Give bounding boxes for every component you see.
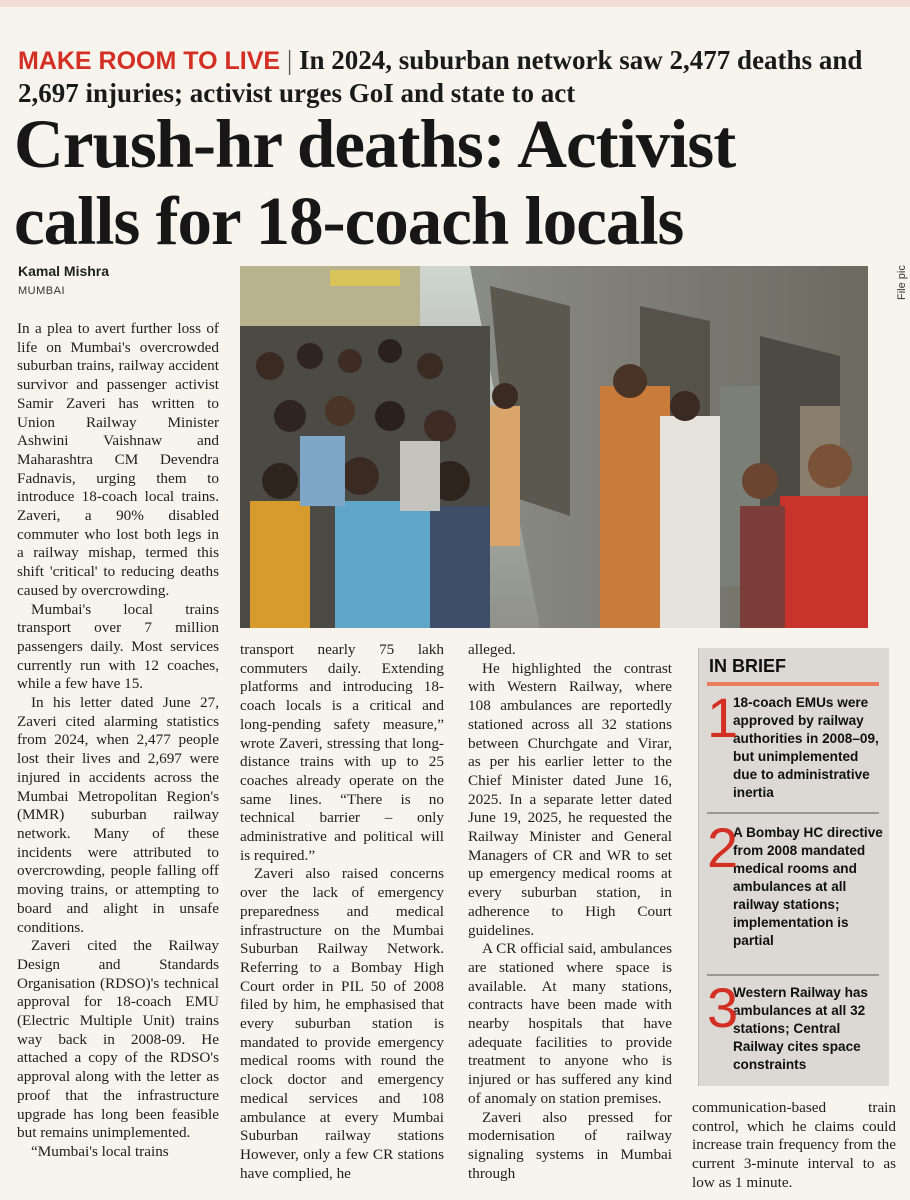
brief-text: A Bombay HC directive from 2008 mandated medical rooms and ambulances at all railway stations; implementation is partial (733, 825, 883, 948)
paragraph: Zaveri also pressed for modernisation of railway signaling systems in Mumbai through (468, 1108, 672, 1182)
paragraph: transport nearly 75 lakh commuters daily. Extending platforms and introducing 18-coach locals is a critical and long-pending safety measure,” wrote Zaveri, stressing that long-distance trains with up to 25 coaches already operate on the same lines. “There is no technical barrier – only administrative and political will is required.” (240, 641, 444, 864)
paragraph: Zaveri also raised concerns over the lack of emergency preparedness and medical infrastructure on the Mumbai Suburban Railway Network. Referring to a Bombay High Court order in PIL 50 of 2008 filed by him, he emphasised that every suburban station is mandated to provide emergency medical rooms with round the clock doctor and emergency medical services and 108 ambulance at every Mumbai Suburban railway stations However, only a few CR stations have complied, he (240, 865, 444, 1182)
brief-number: 2 (707, 816, 739, 879)
article-column-1 (17, 320, 219, 1190)
in-brief-box (698, 648, 889, 1086)
brief-item (707, 816, 885, 950)
article-column-2 (240, 641, 444, 1191)
in-brief-title: IN BRIEF (709, 656, 787, 676)
headline-line-2: calls for 18-coach locals (14, 183, 684, 259)
paragraph: He highlighted the contrast with Western Railway, where 108 ambulances are reportedly stationed across all 32 stations between Churchgate and Virar, as per his earlier letter to the Chief Minister dated June 16, 2025. In a separate letter dated June 19, 2025, he requested the Railway Minister and General Managers of CR and WR to set up emergency medical rooms at every suburban station, in adherence to High Court guidelines. (468, 659, 672, 939)
brief-item (707, 976, 885, 1074)
brief-number: 1 (707, 686, 739, 749)
article-column-4 (692, 1099, 896, 1194)
paragraph: alleged. (468, 641, 516, 658)
brief-text: 18-coach EMUs were approved by railway authorities in 2008–09, but unimplemented due to administrative inertia (733, 695, 879, 800)
crowded-train-photo (240, 266, 868, 628)
paragraph: “Mumbai's local trains (31, 1142, 169, 1160)
paragraph: Mumbai's local trains transport over 7 million passengers daily. Most services currently run with 12 coaches, while a few have 15. (17, 600, 219, 693)
paragraph: A CR official said, ambulances are stationed where space is available. At many stations, contracts have been made with nearby hospitals that have adequate facilities to provide treatment to anyone who is injured or has suffered any kind of anomaly on station premises. (468, 940, 672, 1107)
brief-number: 3 (707, 976, 739, 1039)
kicker-text: In 2024, suburban network saw 2,477 deaths and 2,697 injuries; activist urges GoI and state to act (18, 45, 863, 108)
brief-divider (707, 812, 879, 814)
top-border (0, 0, 910, 7)
headline-line-1: Crush-hr deaths: Activist (14, 106, 736, 182)
brief-text: Western Railway has ambulances at all 32 stations; Central Railway cites space constraints (733, 985, 868, 1072)
paragraph: In his letter dated June 27, Zaveri cited alarming statistics from 2024, when 2,477 people lost their lives and 2,697 were injured in accidents across the Mumbai Metropolitan Region's (MMR) suburban railway network. Many of these incidents were attributed to overcrowding, people falling off moving trains, or attempting to board and alight in unsafe conditions. (17, 694, 219, 936)
article-column-3 (468, 641, 672, 1191)
kicker-label: MAKE ROOM TO LIVE (18, 47, 281, 75)
brief-item (707, 686, 885, 802)
photo-credit: File pic (896, 265, 908, 300)
dateline: MUMBAI (18, 285, 65, 297)
headline (14, 106, 904, 260)
kicker-separator: | (286, 45, 293, 75)
paragraph: Zaveri cited the Railway Design and Standards Organisation (RDSO)'s technical approval for 18-coach EMU (Electric Multiple Unit) trains way back in 2008-09. He attached a copy of the RDSO's approval along with the letter as proof that the infrastructure upgrade has long been feasible but remains unimplemented. (17, 937, 219, 1142)
paragraph: communication-based train control, which he claims could increase train frequency from the current 3-minute interval to as low as 1 minute. (692, 1099, 896, 1191)
byline-author: Kamal Mishra (18, 263, 110, 279)
kicker (18, 44, 898, 109)
paragraph: In a plea to avert further loss of life on Mumbai's overcrowded suburban trains, railway accident survivor and passenger activist Samir Zaveri has written to Union Railway Minister Ashwini Vaishnaw and Maharashtra CM Devendra Fadnavis, urging them to introduce 18-coach local trains. Zaveri, a 90% disabled commuter who lost both legs in a railway mishap, termed this shift 'critical' to reducing deaths caused by overcrowding. (17, 320, 219, 599)
